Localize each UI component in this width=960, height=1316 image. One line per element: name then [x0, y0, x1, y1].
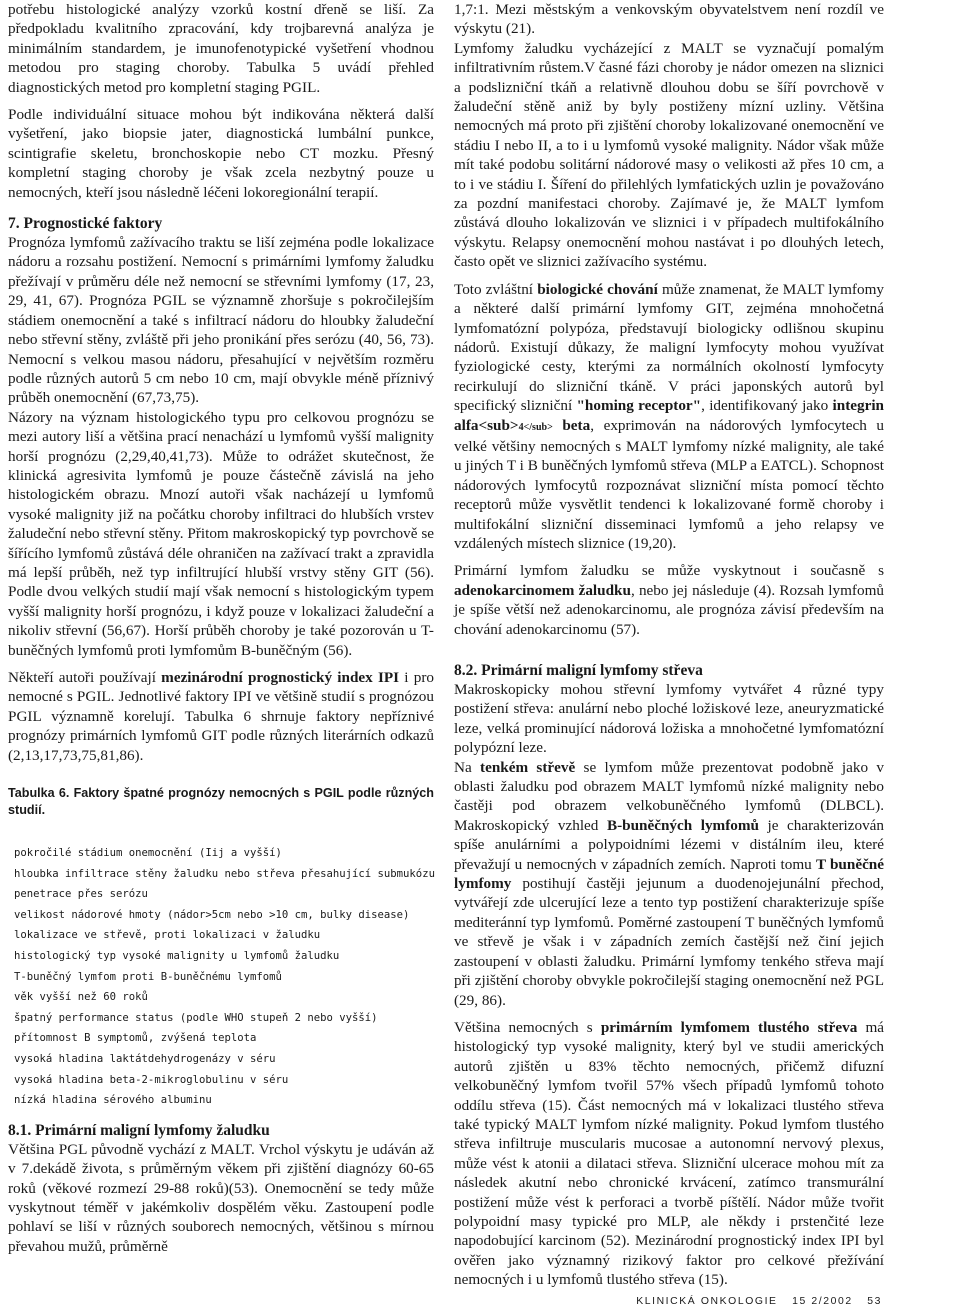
- table-row: vysoká hladina beta-2-mikroglobulinu v séru: [14, 1073, 289, 1086]
- table-6: [8, 843, 434, 1111]
- journal-name: KLINICKÁ ONKOLOGIE: [636, 1296, 778, 1307]
- table-row: špatný performance status (podle WHO stupeň 2 nebo vyšší): [14, 1011, 378, 1024]
- paragraph: Primární lymfom žaludku se může vyskytnout i současně s adenokarcinomem žaludku, nebo jej následuje (4). Rozsah lymfomů je spíše větší než adenokarcinomu, ale prognóza závisí především na chování adenokarcinomu (57).: [454, 562, 884, 638]
- paragraph: Většina nemocných s primárním lymfomem tlustého střeva má histologický typ vysoké malignity, který byl ve studii amerických autorů zjištěn u 83% těchto nemocných, přičemž difuzní velkobuněčný lymfom tvořil 57% všech případů lymfomů tohoto oddílu střeva (15). Část nemocných má v lokalizaci tlustého střeva také typický MALT lymfom nízké malignity. Pokud lymfom tlustého střeva infiltruje muscularis mucosae a autonomní nervový plexus, může vést k atonii a dilataci střeva. Slizniční ulcerace mohou mít za následek akutní nebo chronické krvácení, zatímco transmurální postižení může vést k perforaci a tvorbě píštělí. Nádor může tvořit polypoidní masy typické pro MLP, ale někdy i prstenčité leze napodobující karcinom (52). Mezinárodní prognostický index IPI byl ověřen jako významný rizikový faktor pro celkové přežívání nemocných i u lymfomů tlustého střeva (15).: [454, 1018, 885, 1289]
- paragraph: Názory na význam histologického typu pro celkovou prognózu se mezi autory liší a většina prací nenachází u lymfomů vyšší malignity horší prognózu (2,29,40,41,73). Může to odrážet skutečnost, že klinická agresivita lymfomů je pouze částečně závislá na jeho histologickém obrazu. Mnozí autoři však nacházejí u lymfomů vysoké malignity již na počátku choroby infiltraci do hlubších vrstev žaludeční nebo střevní stěny. Přitom makroskopický typ povrchově se šířícího lymfomů zůstává déle ohraničen na zažívací trakt a zpravidla má lepší průběh, než typ infiltrující hlubší vrstvy stěny GIT (56). Podle dvou velkých studií mají však nemocní s histologickým typem vyšší malignity horší prognózu, i když pouze v lokalizaci žaludeční a nikoliv střevní (56,67). Horší průběh choroby je také pozorován u T-buněčných lymfomů proti lymfomům B-buněčným (56).: [8, 408, 434, 659]
- paragraph: Prognóza lymfomů zažívacího traktu se liší zejména podle lokalizace nádoru a rozsahu postižení. Nemocní s primárními lymfomy žaludku přežívají v průměru déle než nemocní se střevními lymfomy (17, 23, 29, 41, 67). Prognóza PGIL se významně zhoršuje s pokročilejším stádiem onemocnění a také s infiltrací nádoru do hloubky žaludeční nebo střevní stěny, zvláště při jeho pronikání přes serózu (40, 56, 73). Nemocní s velkou masou nádoru, přesahující v největším rozměru podle různých autorů 5 cm nebo 10 cm, mají obvykle méně příznivý průběh onemocnění (67,73,75).: [8, 234, 434, 407]
- paragraph: Makroskopicky mohou střevní lymfomy vytvářet 4 různé typy postižení střeva: anulární nebo ploché ložiskové leze, aneuryzmatické leze, velká prominující nádorová ložiska a mnohočetné lymfomatózní polypózní leze.: [454, 681, 884, 757]
- paragraph: Na tenkém střevě se lymfom může prezentovat podobně jako v oblasti žaludku pod obrazem MALT lymfomů nízké malignity nebo častěji pod obrazem velkobuněčného lymfomů (DLBCL). Makroskopický vzhled B-buněčných lymfomů je charakterizován spíše anulárními a polypoidními lézemi v distálním ileu, které převažují u nemocných v západních zemích. Naproti tomu T buněčné lymfomy postihují častěji jejunum a duodenojejunální přechod, vytvářejí zde ulcerující leze a tento typ postižení charakterizuje spíše mediteránní typ lymfomů. Poměrné zastoupení T buněčných lymfomů ve střevě je však i v západních zemích častější než činí jejich zastoupení v oblasti žaludku. Primární lymfomy tenkého střeva mají při zjištění choroby obvykle pokročilejší staging onemocnění než PGL (29, 86).: [454, 758, 885, 1009]
- section-heading: 7. Prognostické faktory: [8, 215, 163, 233]
- table-row: hloubka infiltrace stěny žaludku nebo střeva přesahující submukózu: [14, 867, 435, 880]
- paragraph: Většina PGL původně vychází z MALT. Vrchol výskytu je udáván až v 7.dekádě života, s průměrným věkem při zjištění diagnózy 60-65 roků (věkové rozmezí 29-88 roků)(53). Onemocnění se tedy může vyskytnout téměř v jakémkoliv dospělém věku. Zastoupení podle pohlaví se liší v různých souborech nemocných, většinou s mírnou převahou mužů, průměrně: [8, 1140, 434, 1255]
- paragraph: Lymfomy žaludku vycházející z MALT se vyznačují pomalým infiltrativním růstem.V časné fázi choroby je nádor omezen na sliznici a podslizniční tkáň a relativně dlouhou dobu se šíří povrchově v žaludeční stěně aniž by byly postiženy mízní uzliny. Většina nemocných má proto při zjištění choroby lokalizované onemocnění ve stádiu I nebo II, a to i u lymfomů vysoké malignity. Nádor však může mít také podobu solitární nádorové masy o velikosti až přes 10 cm, a to i ve stádiu I. Šíření do přilehlých lymfatických uzlin je považováno za pozdní manifestaci choroby. Zajímavé je, že MALT lymfom zůstává dlouho lokalizován ve sliznici i v případech multifokálního výskytu. Relapsy onemocnění mohou nastávat i po dlouhých letech, často opět ve sliznici zažívacího systému.: [454, 39, 884, 271]
- section-heading: 8.2. Primární maligní lymfomy střeva: [454, 662, 703, 679]
- table-row: pokročilé stádium onemocnění (Iij a vyšší): [14, 847, 282, 860]
- table-row: penetrace přes serózu: [14, 888, 148, 901]
- paragraph: 1,7:1. Mezi městským a venkovským obyvatelstvem není rozdíl ve výskytu (21).: [454, 1, 884, 38]
- left-column: [8, 0, 434, 1256]
- section-heading: 8.1. Primární maligní lymfomy žaludku: [8, 1121, 270, 1139]
- journal-issue: 15 2/2002: [792, 1296, 853, 1307]
- page-footer: [626, 1296, 882, 1307]
- table-row: přítomnost B symptomů, zvýšená teplota: [14, 1032, 257, 1045]
- table-row: lokalizace ve střevě, proti lokalizaci v žaludku: [14, 929, 321, 942]
- paragraph: Toto zvláštní biologické chování může znamenat, že MALT lymfomy a některé další primární lymfomy GIT, zejména mnohočetná lymfomatózní polypóza, představují biologicky odlišnou skupinu nádorů. Existují důkazy, že maligní lymfocyty mohou využívat fyziologické cesty, kterými za normálních okolností lymfocyty recirkulují do slizniční tkáně. V práci japonských autorů byl specifický slizniční "homing receptor", identifikovaný jako integrin alfa<sub>4</sub> beta, exprimován na nádorových lymfocytech u velké většiny nemocných s MALT lymfomy nízké malignity, ale také u jiných T i B buněčných lymfomů střeva (MLP a EATCL). Schopnost nádorových lymfocytů rozpoznávat slizniční místa pomocí těchto receptorů může vysvětlit tendenci k lokalizované formě choroby i multifokální slizniční disseminaci lymfomů a jeho relapsy ve vzdálených místech sliznice (19,20).: [454, 280, 885, 552]
- table-row: T-buněčný lymfom proti B-buněčnému lymfomů: [14, 970, 282, 983]
- page-number: 53: [867, 1296, 882, 1307]
- table-row: věk vyšší než 60 roků: [14, 991, 148, 1004]
- table-row: nízká hladina sérového albuminu: [14, 1094, 212, 1107]
- table-row: histologický typ vysoké malignity u lymfomů žaludku: [14, 950, 340, 962]
- table-caption: Tabulka 6. Faktory špatné prognózy nemocných s PGIL podle různých studií.: [8, 786, 434, 818]
- paragraph: potřebu histologické analýzy vzorků kostní dřeně se liší. Za předpokladu kvalitního zpracování, kdy trojbarevná analýza je minimálním standardem, je imunofenotypické vyšetření vhodnou metodou pro staging choroby. Tabulka 5 uvádí přehled diagnostických metod pro kompletní staging PGIL.: [8, 1, 434, 96]
- right-column: [454, 0, 884, 1290]
- table-row: vysoká hladina laktátdehydrogenázy v séru: [14, 1052, 276, 1065]
- table-row: velikost nádorové hmoty (nádor>5cm nebo >10 cm, bulky disease): [14, 908, 410, 921]
- paragraph: Podle individuální situace mohou být indikována některá další vyšetření, jako biopsie jater, diagnostická lumbální punkce, scintigrafie skeletu, bronchoskopie nebo CT mozku. Přesný kompletní staging choroby je však zcela nezbytný pouze u nemocných, kteří jsou následně léčeni lokoregionální terapií.: [8, 106, 434, 201]
- paragraph: Někteří autoři používají mezinárodní prognostický index IPI i pro nemocné s PGIL. Jednotlivé faktory IPI ve většině studií s prognózou PGIL významně korelují. Tabulka 6 shrnuje faktory nepříznivé prognózy primárních lymfomů GIT podle různých literárních odkazů (2,13,17,73,75,81,86).: [8, 669, 434, 764]
